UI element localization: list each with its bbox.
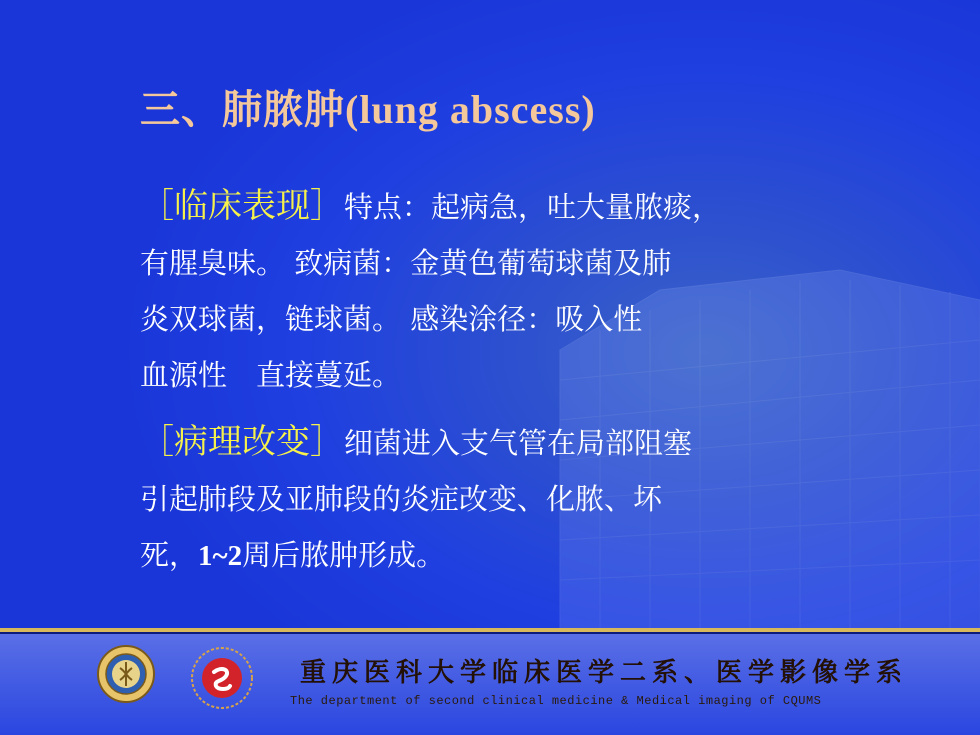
pathology-line-3b: 周后脓肿形成。 xyxy=(242,538,446,572)
footer-department-title: 重庆医科大学临床医学二系、医学影像学系 xyxy=(300,658,909,688)
clinical-line-3: 炎双球菌，链球菌。 感染涂径：吸入性 xyxy=(140,302,643,336)
clinical-line-4: 血源性 直接蔓延。 xyxy=(140,358,402,392)
pathology-heading: ［病理改变］ xyxy=(140,422,344,462)
title-chinese: 三、肺脓肿 xyxy=(140,86,345,133)
slide-title xyxy=(140,78,596,135)
title-english: (lung abscess) xyxy=(345,87,596,132)
pathology-line-2: 引起肺段及亚肺段的炎症改变、化脓、坏 xyxy=(140,482,663,516)
clinical-manifestation-paragraph xyxy=(140,178,880,403)
pathology-paragraph xyxy=(140,414,880,584)
pathology-line-3a: 死， xyxy=(140,538,199,572)
clinical-heading: ［临床表现］ xyxy=(140,186,344,226)
clinical-line-2: 有腥臭味。 致病菌：金黄色葡萄球菌及肺 xyxy=(140,246,672,280)
pathology-line-1: 细菌进入支气管在局部阻塞 xyxy=(344,426,693,460)
footer-department-subtitle: The department of second clinical medicine & Medical imaging of CQUMS xyxy=(290,694,822,708)
clinical-line-1: 特点：起病急，吐大量脓痰， xyxy=(344,190,722,224)
department-emblem-icon xyxy=(186,642,258,714)
pathology-line-3-number: 1~2 xyxy=(198,540,243,572)
university-seal-icon xyxy=(96,644,156,704)
